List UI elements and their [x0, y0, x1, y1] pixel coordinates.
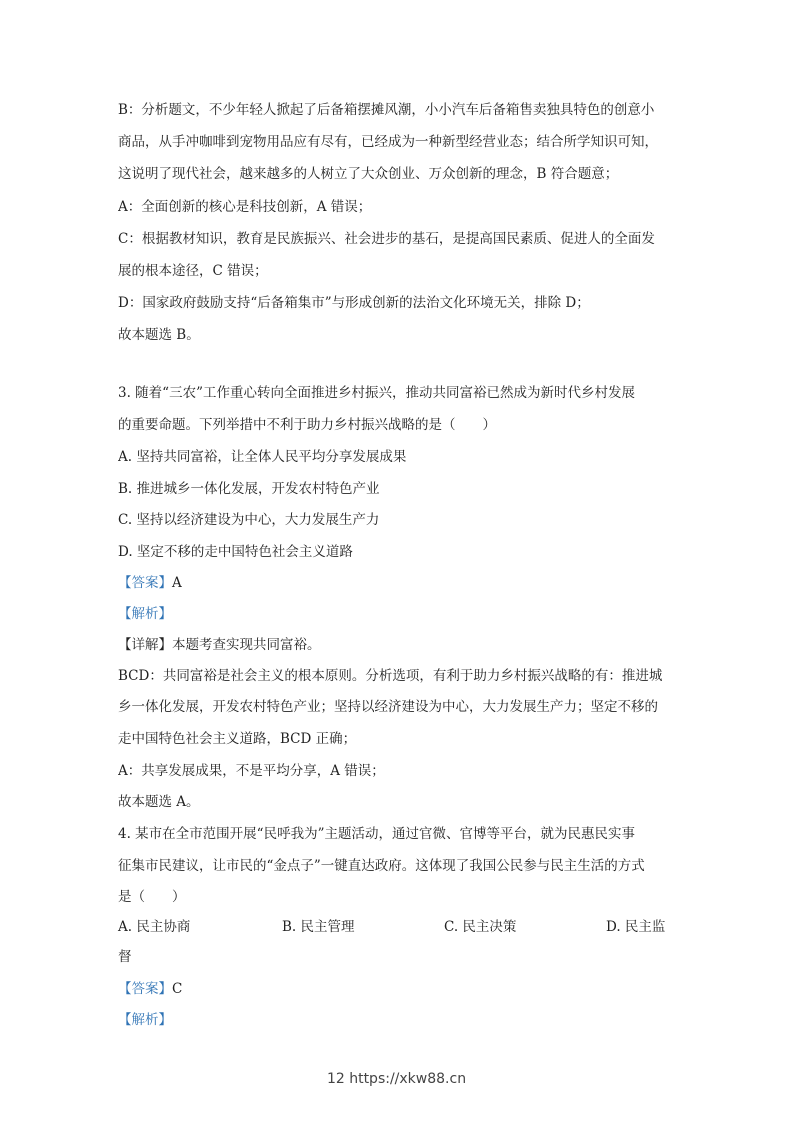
- prev-conclusion: 故本题选 B。: [118, 327, 200, 343]
- q4-answer: [118, 980, 678, 998]
- q4-option-a: A. 民主协商: [118, 919, 191, 935]
- q4-analysis: [118, 1011, 678, 1029]
- q4-stem-line: 4. 某市在全市范围开展“民呼我为”主题活动，通过官微、官博等平台，就为民惠民实事: [118, 826, 635, 842]
- answer-tag: 【答案】: [118, 575, 172, 591]
- answer-value: C: [172, 981, 183, 997]
- prev-explain-line: C：根据教材知识，教育是民族振兴、社会进步的基石，是提高国民素质、促进人的全面发: [118, 231, 655, 247]
- analysis-tag: 【解析】: [118, 1012, 172, 1028]
- prev-explain-line: A：全面创新的核心是科技创新，A 错误；: [118, 199, 372, 215]
- q3-analysis: [118, 605, 678, 623]
- detail-tag: 【详解】: [118, 637, 172, 653]
- q4-option-b: B. 民主管理: [282, 919, 355, 935]
- page-footer: 12 https://xkw88.cn: [326, 1071, 467, 1087]
- q4-stem-line: 是（ ）: [118, 889, 186, 905]
- q3-explain-line: 乡一体化发展，开发农村特色产业；坚持以经济建设为中心，大力发展生产力；坚定不移的: [118, 699, 658, 715]
- prev-explain-line: D：国家政府鼓励支持“后备箱集市”与形成创新的法治文化环境无关，排除 D；: [118, 295, 590, 311]
- prev-explain-line: B：分析题文，不少年轻人掀起了后备箱摆摊风潮，小小汽车后备箱售卖独具特色的创意小: [118, 102, 655, 118]
- q3-explain-line: 走中国特色社会主义道路，BCD 正确；: [118, 731, 357, 747]
- q4-option-c: C. 民主决策: [444, 919, 517, 935]
- prev-explain-line: 这说明了现代社会，越来越多的人树立了大众创业、万众创新的理念，B 符合题意；: [118, 166, 619, 182]
- q3-stem-line: 的重要命题。下列举措中不利于助力乡村振兴战略的是（ ）: [118, 417, 496, 433]
- q3-explain-line: A：共享发展成果，不是平均分享，A 错误；: [118, 763, 385, 779]
- prev-explain-line: 商品，从手冲咖啡到宠物用品应有尽有，已经成为一种新型经营业态；结合所学知识可知，: [118, 134, 658, 150]
- detail-text: 本题考查实现共同富裕。: [172, 637, 321, 653]
- q3-detail: [118, 636, 678, 654]
- q3-option-c: C. 坚持以经济建设为中心，大力发展生产力: [118, 512, 380, 528]
- q3-option-a: A. 坚持共同富裕，让全体人民平均分享发展成果: [118, 449, 407, 465]
- prev-explain-line: 展的根本途径，C 错误；: [118, 263, 268, 279]
- analysis-tag: 【解析】: [118, 606, 172, 622]
- answer-tag: 【答案】: [118, 981, 172, 997]
- q3-conclusion: 故本题选 A。: [118, 794, 200, 810]
- q4-option-d-wrap: 督: [118, 949, 132, 965]
- answer-value: A: [172, 575, 182, 591]
- q4-stem-line: 征集市民建议，让市民的“金点子”一键直达政府。这体现了我国公民参与民主生活的方式: [118, 858, 645, 874]
- q3-answer: [118, 574, 678, 592]
- q3-option-d: D. 坚定不移的走中国特色社会主义道路: [118, 544, 353, 560]
- q4-option-d: D. 民主监: [606, 919, 666, 935]
- q3-option-b: B. 推进城乡一体化发展，开发农村特色产业: [118, 481, 380, 497]
- q3-explain-line: BCD：共同富裕是社会主义的根本原则。分析选项，有利于助力乡村振兴战略的有：推进城: [118, 668, 663, 684]
- q3-stem-line: 3. 随着“三农”工作重心转向全面推进乡村振兴，推动共同富裕已然成为新时代乡村发展: [118, 385, 635, 401]
